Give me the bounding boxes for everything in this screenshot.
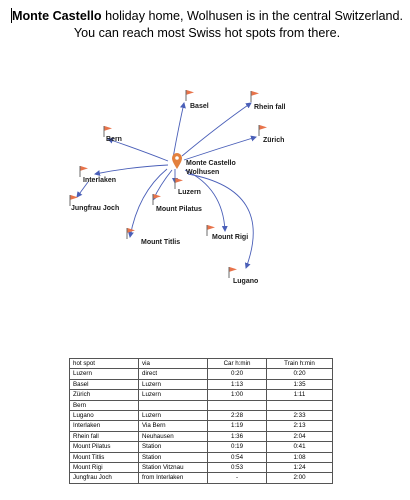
table-cell (267, 400, 333, 410)
table-header-cell: hot spot (70, 359, 139, 369)
label-rigi: Mount Rigi (212, 234, 249, 241)
table-cell: 2:04 (267, 431, 333, 441)
intro-line-1-rest: holiday home, Wolhusen is in the central Switzerland. (101, 9, 404, 23)
table-cell: 1:13 (208, 379, 267, 389)
table-cell: Luzern (139, 379, 208, 389)
table-cell: Mount Titlis (70, 452, 139, 462)
arrow-rigi (185, 170, 225, 231)
flag-icon-lugano (229, 267, 237, 278)
table-cell: Mount Rigi (70, 463, 139, 473)
table-cell: Station Vitznau (139, 463, 208, 473)
table-row (70, 400, 333, 410)
destination-flags (70, 90, 286, 285)
table-cell: - (208, 473, 267, 483)
travel-time-table (69, 358, 333, 484)
table-cell: 1:24 (267, 463, 333, 473)
table-cell: 0:41 (267, 442, 333, 452)
table-row (70, 390, 333, 400)
table-cell: 0:53 (208, 463, 267, 473)
flag-icon-pilatus (153, 194, 161, 205)
table-cell: 1:11 (267, 390, 333, 400)
arrow-interlaken (95, 165, 168, 174)
table-row (70, 411, 333, 421)
table-cell: Luzern (139, 390, 208, 400)
label-jungfrau: Jungfrau Joch (71, 205, 120, 212)
table-header-cell: Car h:min (208, 359, 267, 369)
table-row (70, 431, 333, 441)
table-cell: 2:33 (267, 411, 333, 421)
table-cell: Rhein fall (70, 431, 139, 441)
label-luzern: Luzern (178, 189, 201, 196)
label-bern: Bern (106, 136, 122, 143)
arrow-rheinfall (182, 103, 251, 156)
table-cell: Zürich (70, 390, 139, 400)
table-cell: Jungfrau Joch (70, 473, 139, 483)
arrow-jungfrau (77, 182, 88, 197)
table-cell: Station (139, 442, 208, 452)
table-row (70, 421, 333, 431)
table-cell: 2:13 (267, 421, 333, 431)
home-label-line2: Wolhusen (186, 169, 220, 176)
intro-line-2: You can reach most Swiss hot spots from there. (73, 26, 341, 40)
table-cell: Basel (70, 379, 139, 389)
home-label-line1: Monte Castello (186, 160, 236, 167)
table-cell: 2:00 (267, 473, 333, 483)
table-cell: Mount Pilatus (70, 442, 139, 452)
table-cell: 1:19 (208, 421, 267, 431)
table-cell: Lugano (70, 411, 139, 421)
label-rheinfall: Rhein fall (254, 104, 286, 111)
label-interlaken: Interlaken (83, 177, 117, 184)
flag-icon-rheinfall (251, 91, 259, 102)
table-cell: from Interlaken (139, 473, 208, 483)
label-lugano: Lugano (233, 278, 259, 285)
table-cell: Station (139, 452, 208, 462)
table-cell: Luzern (139, 411, 208, 421)
table-cell: Bern (70, 400, 139, 410)
table-header-cell: Train h:min (267, 359, 333, 369)
label-pilatus: Mount Pilatus (156, 206, 202, 213)
table-cell (208, 400, 267, 410)
table-cell: 0:54 (208, 452, 267, 462)
label-zurich: Zürich (263, 137, 285, 144)
table-row (70, 369, 333, 379)
table-header-row (70, 359, 333, 369)
label-titlis: Mount Titlis (141, 239, 181, 246)
flag-icon-basel (186, 90, 194, 101)
table-cell: 0:20 (267, 369, 333, 379)
home-pin-icon (172, 153, 182, 169)
arrow-titlis (130, 169, 167, 237)
table-cell: Luzern (70, 369, 139, 379)
table-row (70, 473, 333, 483)
table-row (70, 452, 333, 462)
table-row (70, 379, 333, 389)
label-basel: Basel (190, 103, 209, 110)
table-cell: 1:08 (267, 452, 333, 462)
flag-icon-luzern (175, 178, 183, 189)
table-cell: Neuhausen (139, 431, 208, 441)
arrow-zurich (184, 137, 256, 160)
table-cell (139, 400, 208, 410)
table-cell: 1:00 (208, 390, 267, 400)
table-cell: Via Bern (139, 421, 208, 431)
flag-icon-zurich (259, 125, 267, 136)
home-marker (172, 153, 236, 176)
table-cell: direct (139, 369, 208, 379)
table-row (70, 463, 333, 473)
arrow-basel (173, 103, 184, 158)
table-cell: 0:20 (208, 369, 267, 379)
table-cell: Interlaken (70, 421, 139, 431)
flag-icon-interlaken (80, 166, 88, 177)
place-name: Monte Castello (12, 9, 102, 23)
table-cell: 1:36 (208, 431, 267, 441)
table-cell: 1:35 (267, 379, 333, 389)
table-cell: 2:28 (208, 411, 267, 421)
table-cell: 0:19 (208, 442, 267, 452)
table-header-cell: via (139, 359, 208, 369)
table-row (70, 442, 333, 452)
